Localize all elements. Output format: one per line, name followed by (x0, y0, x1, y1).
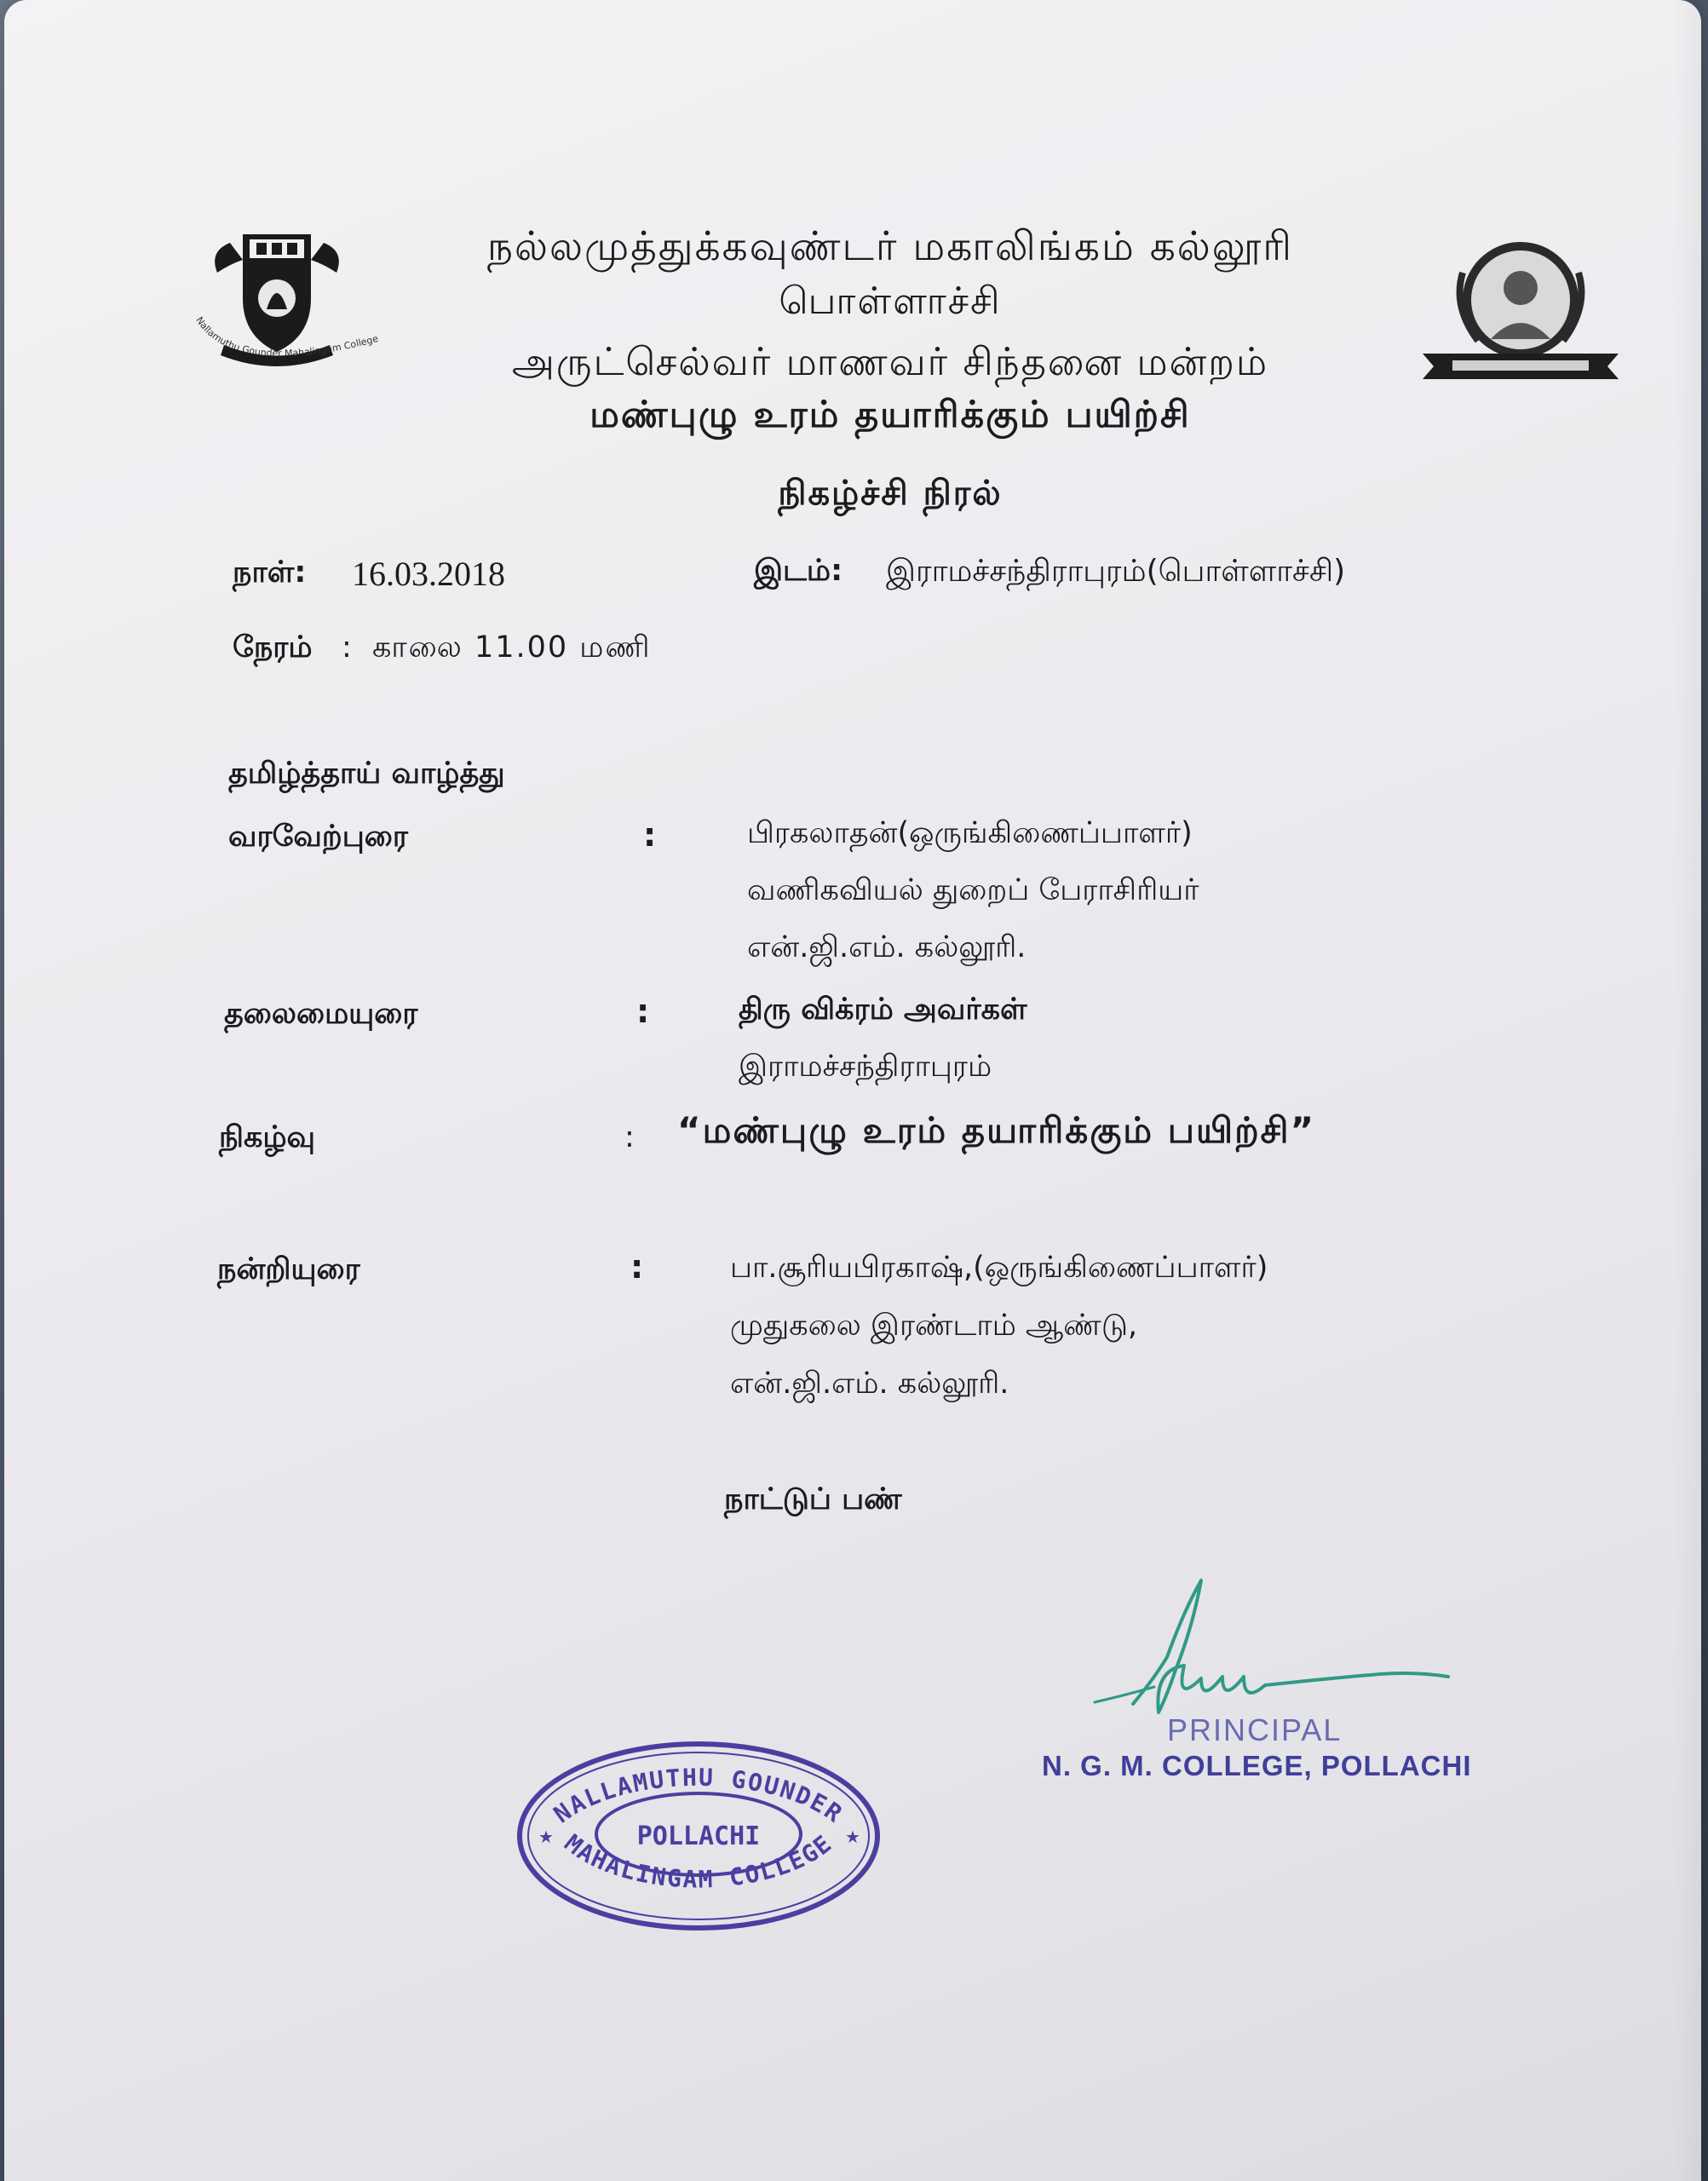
founder-emblem-logo (1418, 239, 1627, 392)
time-separator: : (342, 630, 352, 665)
stamp-center-text: POLLACHI (636, 1821, 761, 1851)
welcome-colon: : (643, 816, 657, 854)
college-place: பொள்ளாச்சி (779, 279, 1002, 323)
time-label: நேரம் (233, 630, 313, 665)
presidential-label: தலைமையுரை (224, 997, 418, 1031)
presidential-colon: : (636, 993, 650, 1030)
presidential-place: இராமச்சந்திராபுரம் (739, 1050, 992, 1084)
venue-value: இராமச்சந்திராபுரம்(பொள்ளாச்சி) (886, 554, 1346, 589)
thanks-colon: : (630, 1248, 644, 1286)
thanks-institution: என்.ஜி.எம். கல்லூரி. (730, 1367, 1009, 1401)
principal-title: PRINCIPAL (1167, 1712, 1343, 1747)
thanks-speaker: பா.சூரியபிரகாஷ்,(ஒருங்கிணைப்பாளர்) (730, 1251, 1268, 1285)
welcome-institution: என்.ஜி.எம். கல்லூரி. (747, 930, 1027, 964)
stamp-bottom-text: MAHALINGAM COLLEGE (559, 1828, 838, 1894)
date-value: 16.03.2018 (352, 555, 505, 593)
venue-label: இடம்: (754, 554, 843, 588)
page-edge-shadow (1674, 0, 1701, 2181)
presidential-speaker: திரு விக்ரம் அவர்கள் (739, 993, 1027, 1027)
stamp-star-left-icon: ★ (538, 1827, 554, 1847)
national-anthem-item: நாட்டுப் பண் (724, 1482, 902, 1516)
stamp-top-text: NALLAMUTHU GOUNDER (549, 1763, 848, 1829)
time-value: காலை 11.00 மணி (372, 630, 652, 665)
college-name: நல்லமுத்துக்கவுண்டர் மகாலிங்கம் கல்லூரி (486, 223, 1294, 270)
event-label: நிகழ்வு (219, 1120, 316, 1154)
welcome-designation: வணிகவியல் துறைப் பேராசிரியர் (747, 873, 1199, 907)
principal-college: N. G. M. COLLEGE, POLLACHI (1042, 1750, 1472, 1781)
thanks-label: நன்றியுரை (217, 1252, 360, 1286)
thanks-designation: முதுகலை இரண்டாம் ஆண்டு, (730, 1309, 1138, 1343)
event-title: மண்புழு உரம் தயாரிக்கும் பயிற்சி (589, 394, 1191, 436)
invocation-item: தமிழ்த்தாய் வாழ்த்து (228, 757, 505, 791)
date-label: நாள்: (233, 555, 307, 590)
svg-text:NALLAMUTHU GOUNDER (549, 1764, 848, 1829)
college-seal-stamp (511, 1734, 886, 1938)
welcome-label: வரவேற்புரை (228, 820, 408, 854)
event-colon: : (624, 1120, 635, 1154)
programme-heading: நிகழ்ச்சி நிரல் (778, 474, 1003, 513)
stamp-star-right-icon: ★ (845, 1827, 860, 1847)
document-page (4, 0, 1701, 2181)
crest-caption: Nallamuthu Gounder Mahalingam College (193, 314, 380, 360)
forum-name: அருட்செல்வர் மாணவர் சிந்தனை மன்றம் (511, 339, 1269, 384)
event-value: “மண்புழு உரம் தயாரிக்கும் பயிற்சி” (677, 1109, 1316, 1151)
welcome-speaker: பிரகலாதன்(ஒருங்கிணைப்பாளர்) (747, 816, 1193, 850)
